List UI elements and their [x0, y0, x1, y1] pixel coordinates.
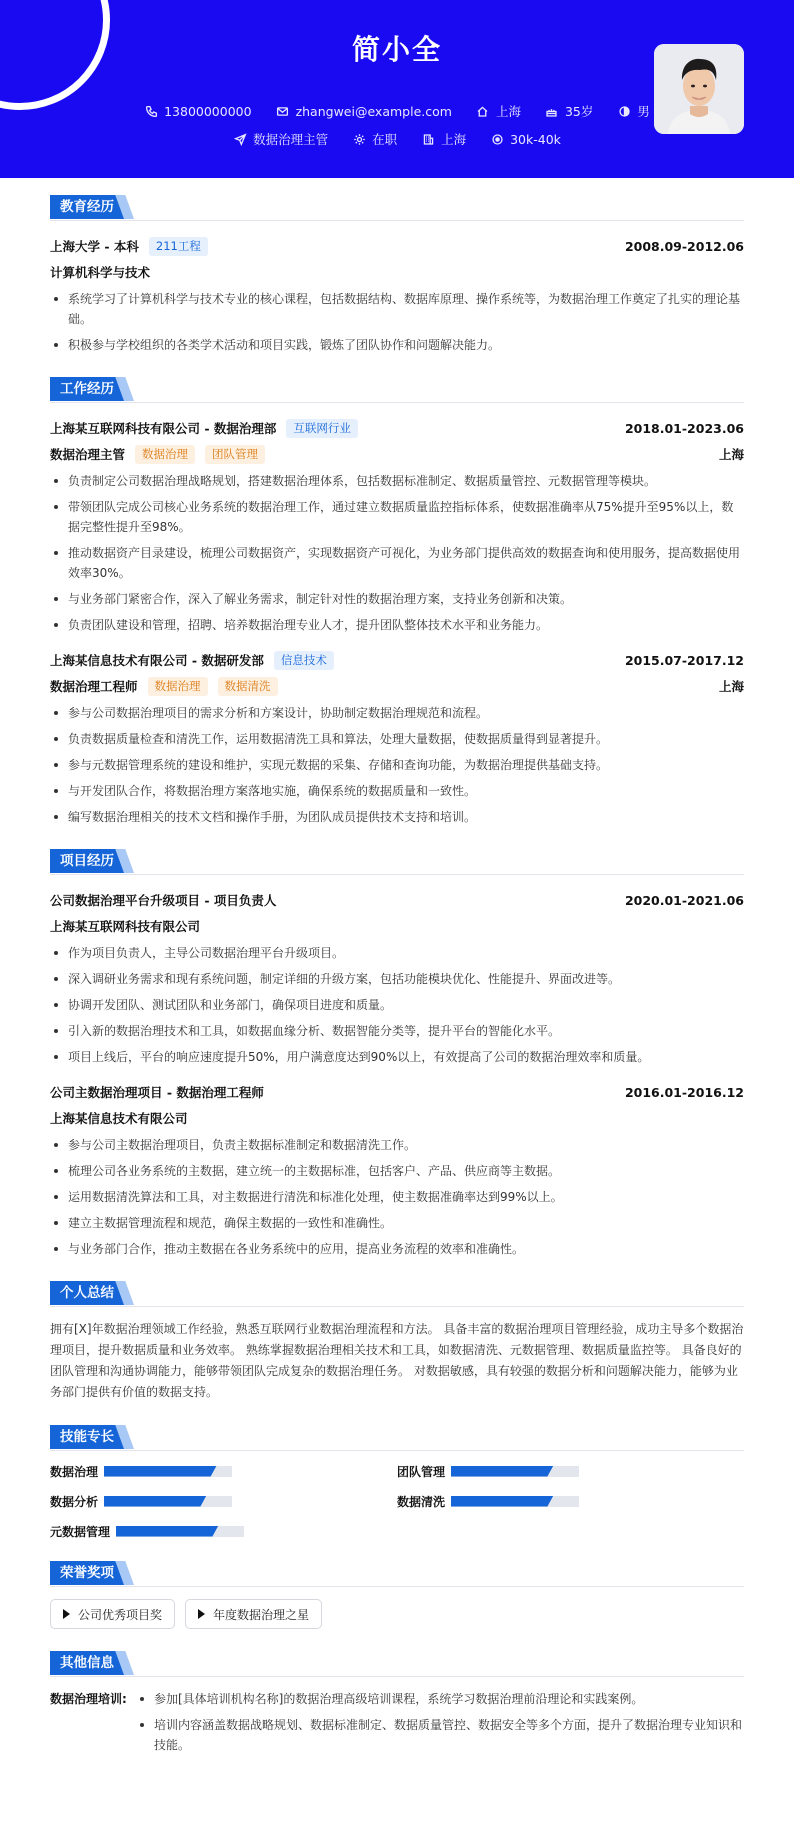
entry-row-left [50, 677, 278, 696]
position-info [233, 130, 328, 148]
honors-list [50, 1599, 744, 1629]
email-info [276, 102, 452, 120]
entry-row-left [50, 651, 334, 670]
job-role: 数据治理主管 [50, 447, 126, 462]
date-range: 2016.01-2016.12 [624, 1084, 744, 1100]
coin-icon [490, 132, 504, 146]
list-item: 推动数据资产目录建设，梳理公司数据资产，实现数据资产可视化，为业务部门提供高效的数据查询和使用服务，提高数据使用效率30%。 [50, 543, 744, 583]
work-entry [50, 415, 744, 635]
skill-bar-fill [104, 1466, 217, 1477]
work-entry [50, 647, 744, 827]
list-item: 深入调研业务需求和现有系统问题，制定详细的升级方案，包括功能模块优化、性能提升、界面改进等。 [50, 969, 744, 989]
work-section [50, 377, 744, 827]
salary-info [490, 130, 561, 148]
entry-row-left [50, 419, 358, 438]
skill-name: 数据治理 [50, 1464, 99, 1479]
list-item: 编写数据治理相关的技术文档和操作手册，为团队成员提供技术支持和培训。 [50, 807, 744, 827]
list-item: 负责数据质量检查和清洗工作，运用数据清洗工具和算法，处理大量数据，使数据质量得到显著提升。 [50, 729, 744, 749]
skill-name: 元数据管理 [50, 1524, 111, 1539]
list-item: 积极参与学校组织的各类学术活动和项目实践，锻炼了团队协作和问题解决能力。 [50, 335, 744, 355]
skill-tag: 团队管理 [205, 445, 265, 464]
skill-item [397, 1463, 744, 1479]
honors-header [50, 1561, 744, 1587]
project-entry [50, 1079, 744, 1259]
work-header [50, 377, 744, 403]
position-text: 数据治理主管 [253, 132, 329, 147]
entry-row [50, 913, 744, 939]
mail-icon [276, 104, 290, 118]
skill-name: 团队管理 [397, 1464, 446, 1479]
skill-bar [451, 1496, 579, 1507]
list-item: 参加[具体培训机构名称]的数据治理高级培训课程，系统学习数据治理前沿理论和实践案例。 [136, 1689, 744, 1709]
city-text: 上海 [495, 104, 521, 119]
project-entry [50, 887, 744, 1067]
other-info [50, 1689, 744, 1761]
skill-bar [451, 1466, 579, 1477]
entry-row [50, 415, 744, 441]
skill-item [50, 1493, 397, 1509]
entry-row [50, 647, 744, 673]
company-name: 上海某互联网科技有限公司 - 数据治理部 [50, 421, 277, 436]
gender-text: 男 [637, 104, 650, 119]
summary-section [50, 1281, 744, 1403]
skill-bar-fill [451, 1466, 553, 1477]
building-icon [421, 132, 435, 146]
section-title: 项目经历 [50, 849, 124, 873]
list-item: 负责团队建设和管理，招聘、培养数据治理专业人才，提升团队整体技术水平和业务能力。 [50, 615, 744, 635]
project-org: 上海某信息技术有限公司 [50, 1111, 188, 1126]
list-item: 梳理公司各业务系统的主数据，建立统一的主数据标准，包括客户、产品、供应商等主数据。 [50, 1161, 744, 1181]
school-name: 上海大学 - 本科 [50, 239, 139, 254]
other-label: 数据治理培训: [50, 1692, 127, 1706]
company-name: 上海某信息技术有限公司 - 数据研发部 [50, 653, 264, 668]
other-header [50, 1651, 744, 1677]
skill-item [50, 1463, 397, 1479]
list-item: 培训内容涵盖数据战略规划、数据标准制定、数据质量管控、数据安全等多个方面，提升了数据治理专业知识和技能。 [136, 1715, 744, 1755]
list-item: 负责制定公司数据治理战略规划，搭建数据治理体系，包括数据标准制定、数据质量管控、元数据管理等模块。 [50, 471, 744, 491]
summary-header [50, 1281, 744, 1307]
play-icon [198, 1609, 205, 1619]
salary-text: 30k-40k [510, 131, 561, 147]
skill-bar [116, 1526, 244, 1537]
play-icon [63, 1609, 70, 1619]
list-item: 运用数据清洗算法和工具，对主数据进行清洗和标准化处理，使主数据准确率达到99%以上。 [50, 1187, 744, 1207]
summary-text: 拥有[X]年数据治理领域工作经验，熟悉互联网行业数据治理流程和方法。 具备丰富的数据治理项目管理经验，成功主导多个数据治理项目，提升数据质量和业务效率。 熟练掌握数据治理相关技术和工具，如数据清洗、元数据管理、数据质量监控等。 具备良好的团队管理和沟通协调能力，能够带领团队完成复杂的数据治理任务。 对数据敏感，具有较强的数据分析和问题解决能力，能够为业务部门提供有价值的数据支持。 [50, 1322, 744, 1399]
honor-label: 公司优秀项目奖 [78, 1607, 163, 1622]
section-title: 工作经历 [50, 377, 124, 401]
email-text: zhangwei@example.com [295, 103, 452, 119]
section-title: 个人总结 [50, 1281, 124, 1305]
honor-badge [185, 1599, 322, 1629]
section-title: 教育经历 [50, 195, 124, 219]
entry-row [50, 673, 744, 699]
bullet-list [50, 703, 744, 827]
skill-name: 数据清洗 [397, 1494, 446, 1509]
project-header [50, 849, 744, 875]
list-item: 参与公司数据治理项目的需求分析和方案设计，协助制定数据治理规范和流程。 [50, 703, 744, 723]
project-org: 上海某互联网科技有限公司 [50, 919, 201, 934]
entry-row-left [50, 445, 265, 464]
education-section [50, 195, 744, 355]
date-range: 2008.09-2012.06 [624, 238, 744, 254]
avatar-portrait [654, 44, 744, 134]
send-icon [233, 132, 247, 146]
home-icon [476, 104, 490, 118]
date-range: 2018.01-2023.06 [624, 420, 744, 436]
school-tag: 211工程 [149, 237, 208, 256]
gear-icon [352, 132, 366, 146]
skills-header [50, 1425, 744, 1451]
phone-info [144, 102, 251, 120]
date-range: 2015.07-2017.12 [624, 652, 744, 668]
skills-grid [50, 1463, 744, 1539]
job-role: 数据治理工程师 [50, 679, 138, 694]
skill-bar [104, 1496, 232, 1507]
gender-icon [617, 104, 631, 118]
skill-item [50, 1523, 397, 1539]
job-location: 上海 [718, 447, 744, 462]
resume-header [0, 0, 794, 178]
target-city-text: 上海 [441, 132, 467, 147]
list-item: 参与元数据管理系统的建设和维护，实现元数据的采集、存储和查询功能，为数据治理提供基础支持。 [50, 755, 744, 775]
bullet-list [50, 471, 744, 635]
skill-bar-fill [451, 1496, 553, 1507]
target-city-info [421, 130, 466, 148]
list-item: 参与公司主数据治理项目，负责主数据标准制定和数据清洗工作。 [50, 1135, 744, 1155]
education-header [50, 195, 744, 221]
gender-info [617, 102, 650, 120]
bullet-list [50, 943, 744, 1067]
skill-tag: 数据清洗 [218, 677, 278, 696]
entry-row [50, 887, 744, 913]
education-entry [50, 233, 744, 355]
entry-row [50, 1105, 744, 1131]
industry-tag: 互联网行业 [286, 419, 358, 438]
entry-row [50, 259, 744, 285]
major: 计算机科学与技术 [50, 265, 151, 280]
entry-row [50, 441, 744, 467]
age-info [545, 102, 593, 120]
honor-badge [50, 1599, 175, 1629]
skill-bar-fill [116, 1526, 218, 1537]
date-range: 2020.01-2021.06 [624, 892, 744, 908]
list-item: 与开发团队合作，将数据治理方案落地实施，确保系统的数据质量和一致性。 [50, 781, 744, 801]
project-section [50, 849, 744, 1259]
phone-icon [144, 104, 158, 118]
skills-section [50, 1425, 744, 1539]
list-item: 作为项目负责人，主导公司数据治理平台升级项目。 [50, 943, 744, 963]
list-item: 带领团队完成公司核心业务系统的数据治理工作，通过建立数据质量监控指标体系，使数据准确率从75%提升至95%以上，数据完整性提升至98%。 [50, 497, 744, 537]
list-item: 建立主数据管理流程和规范，确保主数据的一致性和准确性。 [50, 1213, 744, 1233]
industry-tag: 信息技术 [274, 651, 334, 670]
list-item: 项目上线后，平台的响应速度提升50%，用户满意度达到90%以上，有效提高了公司的数据治理效率和质量。 [50, 1047, 744, 1067]
entry-row-left [50, 237, 208, 256]
entry-row [50, 1079, 744, 1105]
list-item: 与业务部门紧密合作，深入了解业务需求，制定针对性的数据治理方案，支持业务创新和决策。 [50, 589, 744, 609]
bullet-list [50, 289, 744, 355]
honors-section [50, 1561, 744, 1629]
entry-row [50, 233, 744, 259]
job-location: 上海 [718, 679, 744, 694]
phone-text: 13800000000 [164, 103, 252, 119]
list-item: 与业务部门合作，推动主数据在各业务系统中的应用，提高业务流程的效率和准确性。 [50, 1239, 744, 1259]
project-name: 公司主数据治理项目 - 数据治理工程师 [50, 1085, 264, 1100]
cake-icon [545, 104, 559, 118]
section-title: 技能专长 [50, 1425, 124, 1449]
candidate-name: 简小全 [351, 33, 442, 66]
project-name: 公司数据治理平台升级项目 - 项目负责人 [50, 893, 277, 908]
other-section [50, 1651, 744, 1761]
honor-label: 年度数据治理之星 [213, 1607, 310, 1622]
skill-item [397, 1493, 744, 1509]
status-info [352, 130, 397, 148]
list-item: 引入新的数据治理技术和工具，如数据血缘分析、数据智能分类等，提升平台的智能化水平。 [50, 1021, 744, 1041]
bullet-list [136, 1689, 744, 1761]
list-item: 协调开发团队、测试团队和业务部门，确保项目进度和质量。 [50, 995, 744, 1015]
status-text: 在职 [372, 132, 398, 147]
section-title: 荣誉奖项 [50, 1561, 124, 1585]
bullet-list [50, 1135, 744, 1259]
avatar [654, 44, 744, 134]
resume-body [50, 195, 744, 1783]
skill-name: 数据分析 [50, 1494, 99, 1509]
age-text: 35岁 [564, 104, 594, 119]
section-title: 其他信息 [50, 1651, 124, 1675]
skill-bar-fill [104, 1496, 206, 1507]
list-item: 系统学习了计算机科学与技术专业的核心课程，包括数据结构、数据库原理、操作系统等，为数据治理工作奠定了扎实的理论基础。 [50, 289, 744, 329]
skill-bar [104, 1466, 232, 1477]
skill-tag: 数据治理 [148, 677, 208, 696]
city-info [476, 102, 521, 120]
skill-tag: 数据治理 [135, 445, 195, 464]
